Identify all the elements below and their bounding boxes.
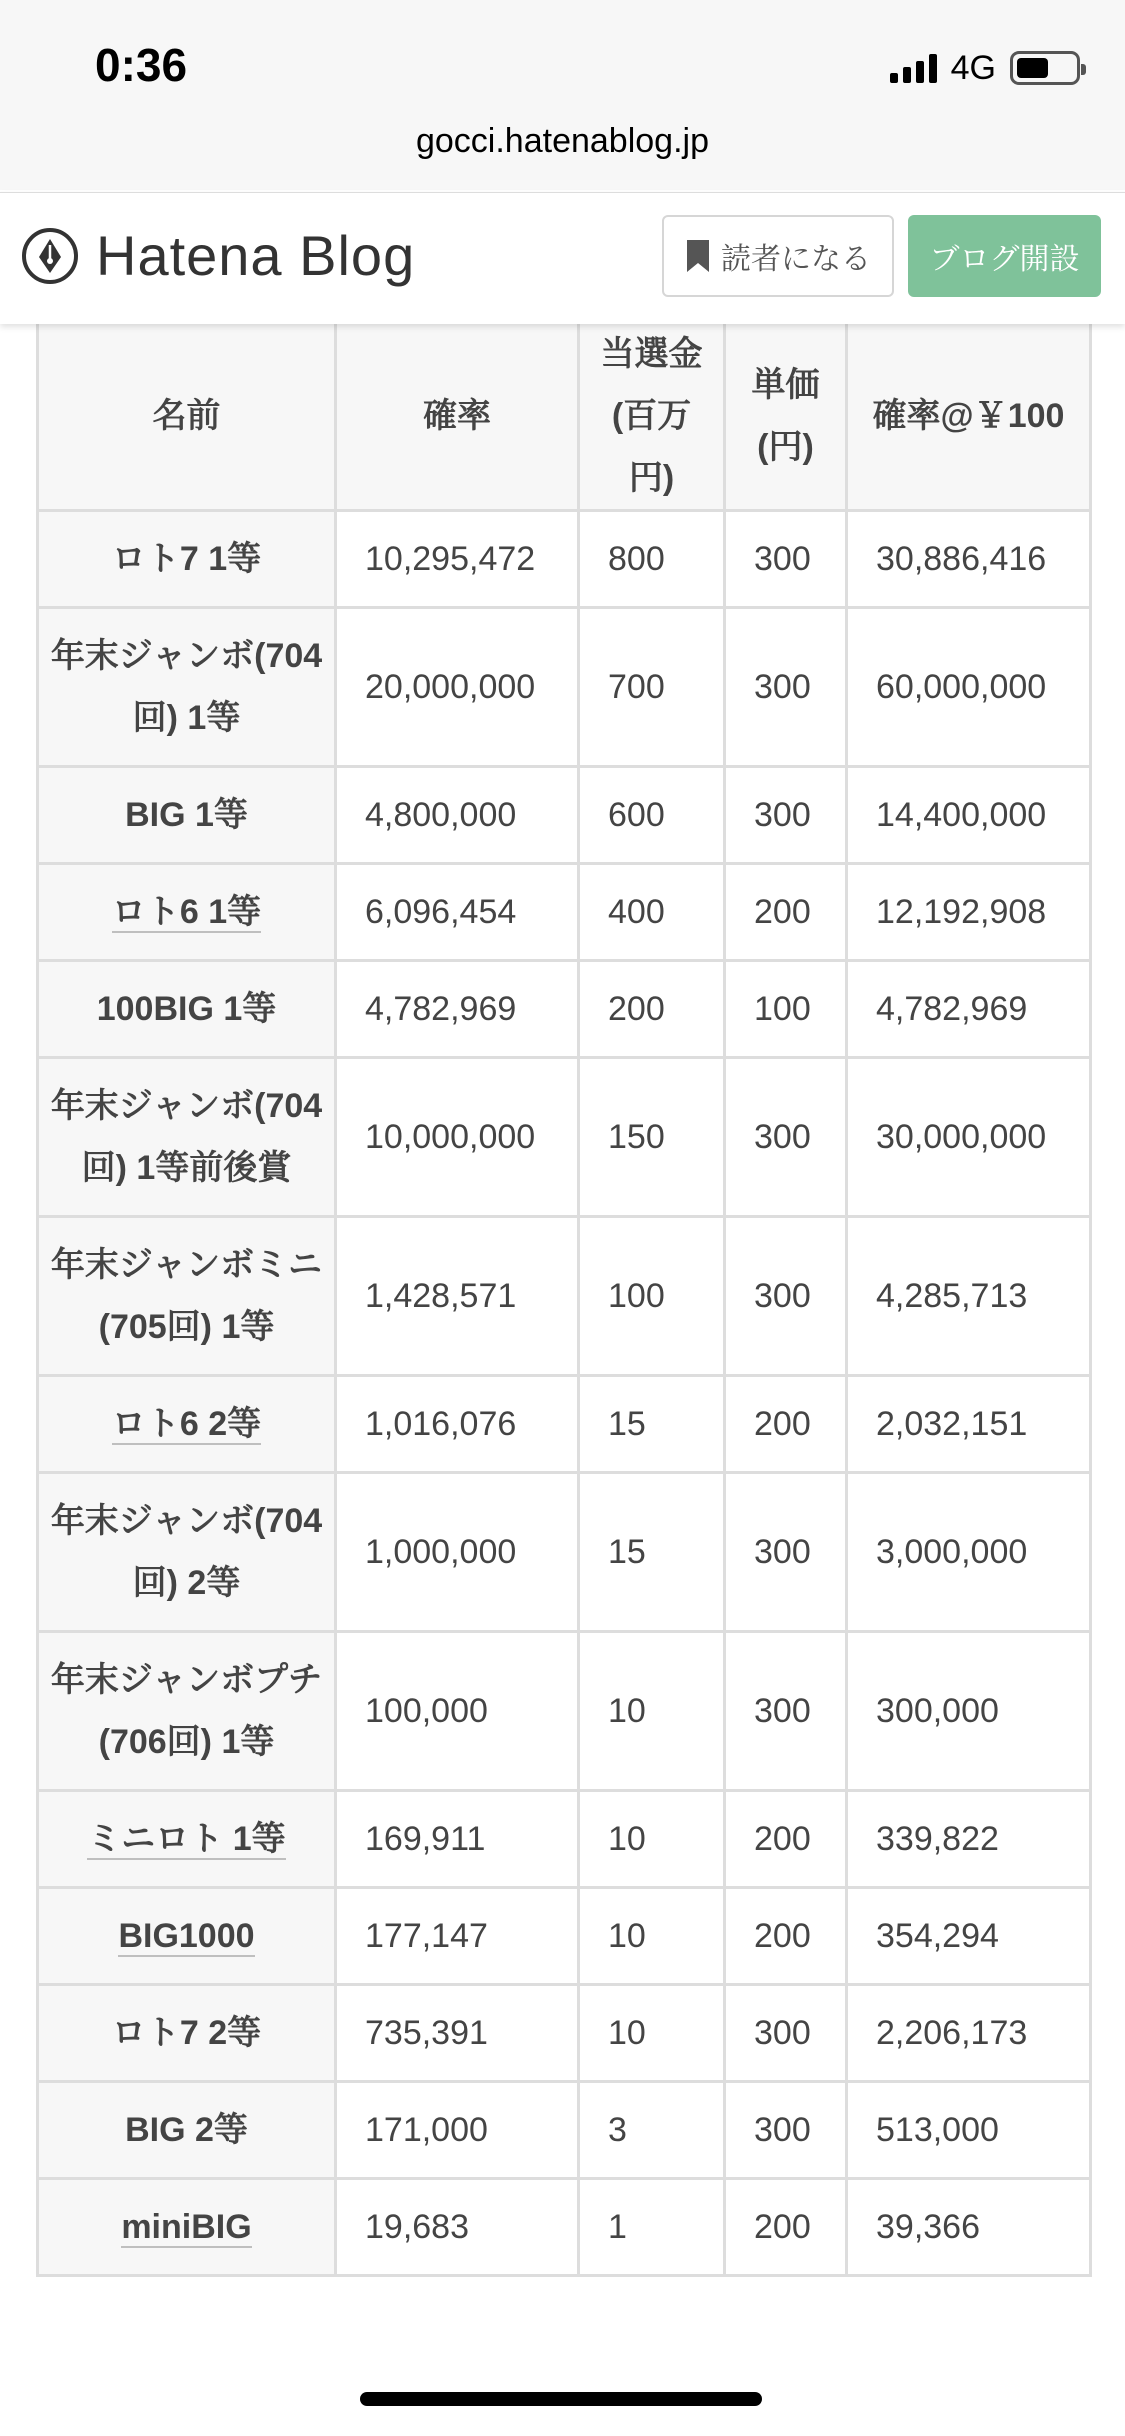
probability-cell: 1,428,571 xyxy=(336,1217,579,1376)
probability-cell: 100,000 xyxy=(336,1632,579,1791)
price-cell: 200 xyxy=(725,864,847,961)
per100-cell: 3,000,000 xyxy=(847,1473,1091,1632)
probability-cell: 171,000 xyxy=(336,2082,579,2179)
prize-cell: 200 xyxy=(579,961,725,1058)
address-bar[interactable] xyxy=(0,118,1125,190)
price-cell: 300 xyxy=(725,608,847,767)
table-row xyxy=(38,2082,1091,2179)
prize-cell: 600 xyxy=(579,767,725,864)
col-header-per100: 確率@￥100 xyxy=(847,322,1091,511)
lottery-name-link[interactable]: ロト6 2等 xyxy=(38,1376,336,1473)
probability-cell: 19,683 xyxy=(336,2179,579,2276)
home-indicator[interactable] xyxy=(360,2392,762,2406)
probability-cell: 1,016,076 xyxy=(336,1376,579,1473)
network-type: 4G xyxy=(950,48,996,87)
price-cell: 200 xyxy=(725,2179,847,2276)
col-header-price: 単価(円) xyxy=(725,322,847,511)
probability-cell: 1,000,000 xyxy=(336,1473,579,1632)
open-blog-button[interactable] xyxy=(908,215,1101,297)
subscribe-button[interactable] xyxy=(662,215,894,297)
probability-cell: 4,800,000 xyxy=(336,767,579,864)
status-bar xyxy=(0,0,1125,120)
logo-text: Hatena Blog xyxy=(96,224,416,287)
price-cell: 200 xyxy=(725,1376,847,1473)
lottery-name: 年末ジャンボ(704回) 1等前後賞 xyxy=(38,1058,336,1217)
lottery-name: 年末ジャンボミニ (705回) 1等 xyxy=(38,1217,336,1376)
lottery-name-link[interactable]: BIG1000 xyxy=(38,1888,336,1985)
table-row xyxy=(38,1632,1091,1791)
lottery-name: ロト7 2等 xyxy=(38,1985,336,2082)
per100-cell: 4,782,969 xyxy=(847,961,1091,1058)
per100-cell: 30,000,000 xyxy=(847,1058,1091,1217)
lottery-table-container xyxy=(36,320,1089,2277)
lottery-name: ロト7 1等 xyxy=(38,511,336,608)
table-row xyxy=(38,767,1091,864)
table-row xyxy=(38,1791,1091,1888)
battery-icon xyxy=(1010,51,1080,85)
prize-cell: 100 xyxy=(579,1217,725,1376)
table-row xyxy=(38,1058,1091,1217)
probability-cell: 4,782,969 xyxy=(336,961,579,1058)
url-text: gocci.hatenablog.jp xyxy=(415,122,709,160)
prize-cell: 10 xyxy=(579,1791,725,1888)
per100-cell: 12,192,908 xyxy=(847,864,1091,961)
lottery-name: 年末ジャンボプチ (706回) 1等 xyxy=(38,1632,336,1791)
lottery-name: 年末ジャンボ(704回) 1等 xyxy=(38,608,336,767)
status-indicators xyxy=(890,48,1080,88)
per100-cell: 354,294 xyxy=(847,1888,1091,1985)
prize-cell: 10 xyxy=(579,1632,725,1791)
prize-cell: 800 xyxy=(579,511,725,608)
per100-cell: 4,285,713 xyxy=(847,1217,1091,1376)
price-cell: 300 xyxy=(725,767,847,864)
table-row xyxy=(38,1217,1091,1376)
table-row xyxy=(38,864,1091,961)
prize-cell: 15 xyxy=(579,1376,725,1473)
prize-cell: 15 xyxy=(579,1473,725,1632)
open-blog-label: ブログ開設 xyxy=(929,243,1080,276)
per100-cell: 14,400,000 xyxy=(847,767,1091,864)
status-time: 0:36 xyxy=(95,39,188,91)
lottery-name: BIG 2等 xyxy=(38,2082,336,2179)
price-cell: 300 xyxy=(725,1058,847,1217)
prize-cell: 400 xyxy=(579,864,725,961)
price-cell: 300 xyxy=(725,1217,847,1376)
col-header-prize: 当選金(百万円) xyxy=(579,322,725,511)
lottery-name-link[interactable]: miniBIG xyxy=(38,2179,336,2276)
probability-cell: 20,000,000 xyxy=(336,608,579,767)
table-row xyxy=(38,961,1091,1058)
lottery-probability-table xyxy=(36,320,1092,2277)
subscribe-label: 読者になる xyxy=(721,243,871,276)
probability-cell: 735,391 xyxy=(336,1985,579,2082)
prize-cell: 10 xyxy=(579,1985,725,2082)
bookmark-icon xyxy=(685,238,711,274)
probability-cell: 177,147 xyxy=(336,1888,579,1985)
lottery-name: 年末ジャンボ(704回) 2等 xyxy=(38,1473,336,1632)
prize-cell: 700 xyxy=(579,608,725,767)
lottery-name-link[interactable]: ミニロト 1等 xyxy=(38,1791,336,1888)
table-row xyxy=(38,608,1091,767)
per100-cell: 2,032,151 xyxy=(847,1376,1091,1473)
table-row xyxy=(38,1985,1091,2082)
price-cell: 300 xyxy=(725,1985,847,2082)
table-row xyxy=(38,511,1091,608)
pen-nib-icon xyxy=(22,228,78,284)
lottery-name-link[interactable]: ロト6 1等 xyxy=(38,864,336,961)
lottery-name: 100BIG 1等 xyxy=(38,961,336,1058)
col-header-probability: 確率 xyxy=(336,322,579,511)
per100-cell: 60,000,000 xyxy=(847,608,1091,767)
price-cell: 200 xyxy=(725,1791,847,1888)
price-cell: 100 xyxy=(725,961,847,1058)
per100-cell: 513,000 xyxy=(847,2082,1091,2179)
probability-cell: 169,911 xyxy=(336,1791,579,1888)
prize-cell: 3 xyxy=(579,2082,725,2179)
per100-cell: 339,822 xyxy=(847,1791,1091,1888)
price-cell: 300 xyxy=(725,1473,847,1632)
signal-icon xyxy=(890,53,937,83)
prize-cell: 150 xyxy=(579,1058,725,1217)
site-header xyxy=(0,192,1125,324)
probability-cell: 6,096,454 xyxy=(336,864,579,961)
prize-cell: 10 xyxy=(579,1888,725,1985)
col-header-name: 名前 xyxy=(38,322,336,511)
table-header-row xyxy=(38,322,1091,511)
probability-cell: 10,295,472 xyxy=(336,511,579,608)
price-cell: 300 xyxy=(725,511,847,608)
per100-cell: 300,000 xyxy=(847,1632,1091,1791)
battery-level xyxy=(1017,58,1048,78)
per100-cell: 39,366 xyxy=(847,2179,1091,2276)
price-cell: 300 xyxy=(725,2082,847,2179)
probability-cell: 10,000,000 xyxy=(336,1058,579,1217)
per100-cell: 30,886,416 xyxy=(847,511,1091,608)
lottery-name: BIG 1等 xyxy=(38,767,336,864)
table-row xyxy=(38,1888,1091,1985)
table-row xyxy=(38,1473,1091,1632)
price-cell: 200 xyxy=(725,1888,847,1985)
per100-cell: 2,206,173 xyxy=(847,1985,1091,2082)
table-row xyxy=(38,2179,1091,2276)
price-cell: 300 xyxy=(725,1632,847,1791)
prize-cell: 1 xyxy=(579,2179,725,2276)
hatena-logo[interactable] xyxy=(22,223,415,288)
table-row xyxy=(38,1376,1091,1473)
